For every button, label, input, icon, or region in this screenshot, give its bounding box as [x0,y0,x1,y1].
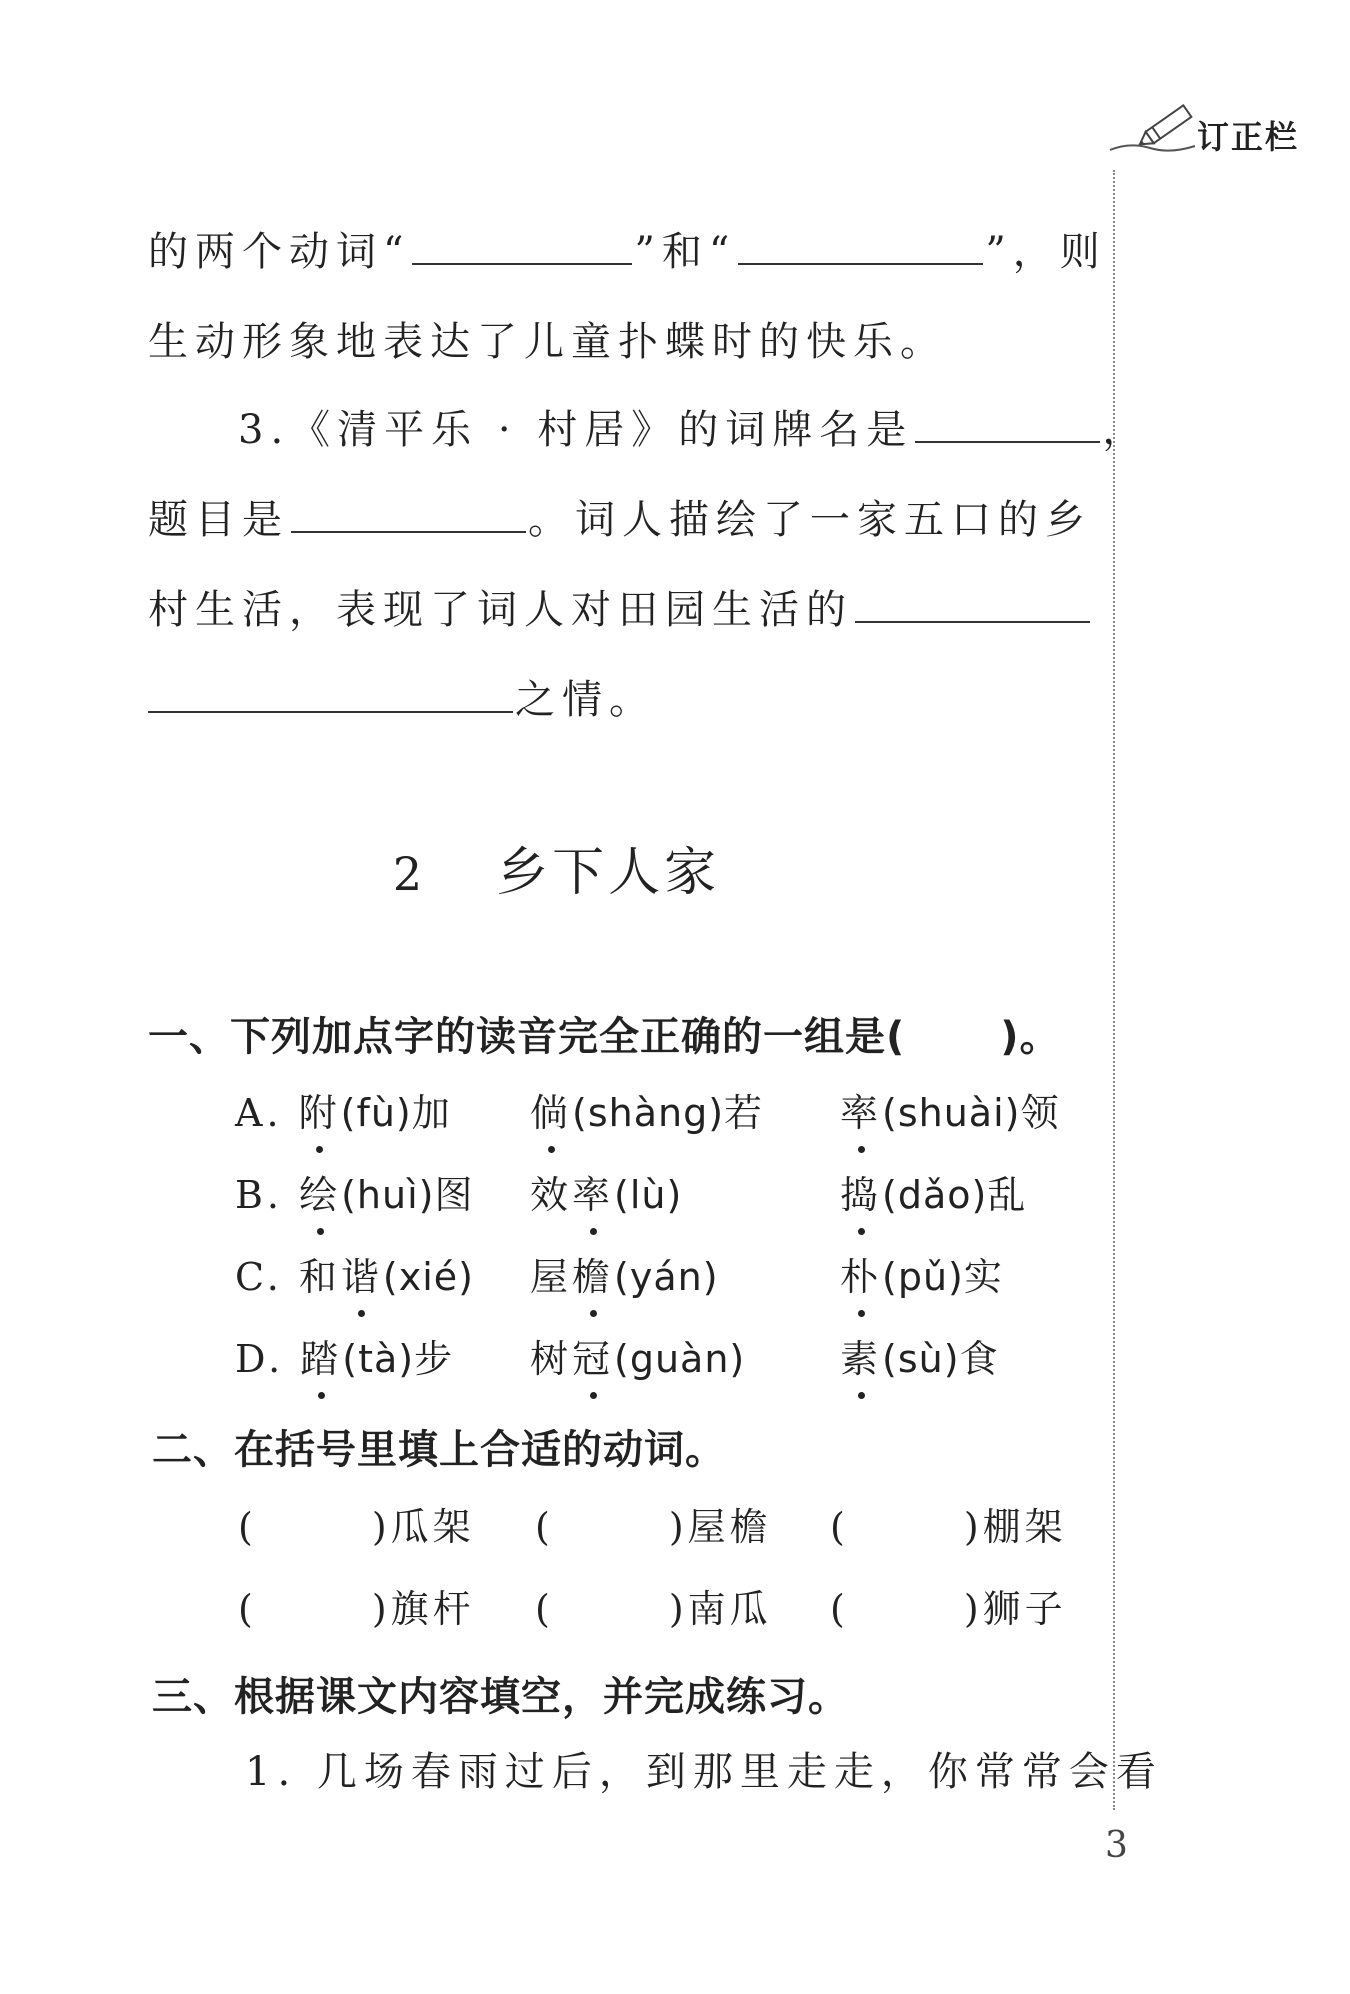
text-segment: ”，则 [985,229,1107,275]
pinyin: (dǎo) [882,1173,988,1217]
answer-blank[interactable] [148,709,513,713]
text-segment: 。词人描绘了一家五口的乡 [528,497,1092,543]
pinyin: (fù) [340,1091,412,1135]
pinyin: (tà) [342,1337,415,1381]
lesson-title [0,830,1113,905]
text-segment: C. 和 [235,1255,341,1299]
pinyin: (shuài) [882,1091,1021,1135]
pinyin: (sù) [882,1337,960,1381]
text-segment: 领 [1020,1091,1063,1135]
section-3-heading: 三、根据课文内容填空，并完成练习。 [152,1674,849,1720]
dotted-character: 绘 [299,1164,341,1219]
question-3-line-4 [148,677,656,723]
pencil-icon [1105,98,1205,158]
lesson-number: 2 [392,847,427,901]
pinyin: (xié) [382,1255,474,1299]
text-segment: 步 [414,1337,457,1381]
answer-blank[interactable] [855,619,1090,623]
paren-open: ( [830,1587,849,1631]
dotted-character: 朴 [840,1246,882,1301]
paren-close: ) [371,1505,391,1549]
option-item [235,1328,456,1383]
page-number: 3 [1105,1825,1128,1866]
text-segment: 食 [959,1337,1002,1381]
pinyin: (pǔ) [882,1255,964,1299]
fill-item [535,1496,772,1551]
text-segment: 一、下列加点字的读音完全正确的一组是( [148,1014,906,1060]
intro-line-1 [148,229,1107,275]
dotted-character: 附 [299,1082,341,1137]
option-item [840,1328,1002,1383]
option-item [235,1246,474,1301]
fill-item-label: 瓜架 [390,1505,475,1549]
fill-item-label: 南瓜 [687,1587,772,1631]
fill-item-label: 旗杆 [390,1587,475,1631]
paren-close: ) [963,1587,983,1631]
option-item [840,1246,1006,1301]
option-item [840,1082,1063,1137]
pinyin: (lù) [614,1173,683,1217]
text-segment: 的两个动词“ [148,229,411,275]
text-segment: 乱 [987,1173,1030,1217]
paren-close: ) [668,1587,688,1631]
answer-blank[interactable] [291,529,526,533]
paren-open: ( [535,1505,554,1549]
option-item [840,1164,1029,1219]
answer-blank[interactable] [412,261,632,265]
dotted-character: 踏 [300,1328,342,1383]
fill-item [238,1496,475,1551]
pinyin: (shàng) [572,1091,725,1135]
fill-item [830,1496,1067,1551]
text-segment: 村生活，表现了词人对田园生活的 [148,587,853,633]
option-item [530,1328,745,1383]
dotted-character: 倘 [530,1082,572,1137]
text-segment: D. [235,1337,301,1381]
question-3-line-2 [148,497,1092,543]
option-item [235,1082,454,1137]
dotted-character: 率 [572,1164,614,1219]
question-3-line-3 [148,587,1092,633]
paren-open: ( [238,1587,257,1631]
text-segment: B. [235,1173,300,1217]
text-segment: 屋 [530,1255,573,1299]
option-item [530,1246,719,1301]
paren-close: ) [963,1505,983,1549]
paren-close: ) [371,1587,391,1631]
dotted-character: 捣 [840,1164,882,1219]
answer-blank[interactable] [915,439,1100,443]
lesson-name: 乡下人家 [496,843,721,903]
answer-blank[interactable] [738,261,983,265]
text-segment: 树 [530,1337,573,1381]
dotted-character: 素 [840,1328,882,1383]
dotted-character: 檐 [572,1246,614,1301]
text-segment: 加 [411,1091,454,1135]
fill-item [535,1578,772,1633]
text-segment: ”和“ [634,229,737,275]
paren-open: ( [238,1505,257,1549]
correction-column-title: 订正栏 [1197,118,1300,156]
option-item [235,1164,477,1219]
paren-open: ( [535,1587,554,1631]
correction-column-header [1105,98,1340,168]
text-segment: 题目是 [148,497,289,543]
dotted-character: 谐 [341,1246,383,1301]
pinyin: (guàn) [614,1337,746,1381]
paren-close: ) [668,1505,688,1549]
fill-item [238,1578,475,1633]
section-3-line-1: 1. 几场春雨过后，到那里走走，你常常会看 [245,1749,1163,1795]
text-segment: 3.《清平乐 · 村居》的词牌名是 [238,407,914,453]
paren-open: ( [830,1505,849,1549]
text-segment: 效 [530,1173,573,1217]
question-3-line-1 [238,407,1150,453]
dotted-character: 率 [840,1082,882,1137]
section-1-heading [148,1005,1061,1062]
fill-item-label: 屋檐 [687,1505,772,1549]
text-segment: ， [1102,407,1150,453]
text-segment: A. [235,1091,299,1135]
text-segment: 若 [724,1091,767,1135]
text-segment: 之情。 [515,677,656,723]
text-segment: 图 [434,1173,477,1217]
fill-item-label: 狮子 [982,1587,1067,1631]
fill-item [830,1578,1067,1633]
section-2-heading: 二、在括号里填上合适的动词。 [152,1427,726,1473]
intro-line-2: 生动形象地表达了儿童扑蝶时的快乐。 [148,319,947,365]
text-segment: )。 [1000,1014,1061,1060]
fill-item-label: 棚架 [982,1505,1067,1549]
pinyin: (huì) [341,1173,435,1217]
text-segment: 实 [963,1255,1006,1299]
pinyin: (yán) [614,1255,719,1299]
option-item [530,1082,766,1137]
dotted-character: 冠 [572,1328,614,1383]
option-item [530,1164,682,1219]
